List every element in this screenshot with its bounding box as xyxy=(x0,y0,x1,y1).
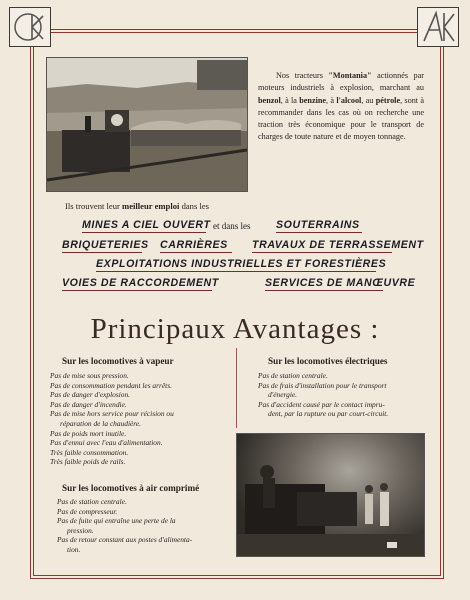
underline xyxy=(252,252,392,253)
list-item: Pas de poids mort inutile. xyxy=(50,428,127,438)
section-title: Principaux Avantages : xyxy=(90,313,380,345)
list-item: Pas de frais d'installation pour le transport xyxy=(258,380,387,390)
use-carrieres: CARRIÈRES xyxy=(160,239,228,251)
photo-mine-tunnel xyxy=(236,433,425,557)
photo-locomotive-quarry xyxy=(46,57,248,192)
list-item: Pas de station centrale. xyxy=(57,497,127,506)
use-souterrains: SOUTERRAINS xyxy=(276,219,360,231)
heading-vapeur: Sur les locomotives à vapeur xyxy=(62,356,174,366)
list-item: Pas de mise hors service pour récision ou xyxy=(50,409,174,419)
list-item: Pas de danger d'explosion. xyxy=(50,390,130,400)
underline xyxy=(265,290,383,291)
use-mines: MINES A CIEL OUVERT xyxy=(82,219,211,231)
list-item: réparation de la chaudière. xyxy=(60,418,142,428)
usage-intro: Ils trouvent leur meilleur emploi dans les xyxy=(65,201,210,211)
use-voies: VOIES DE RACCORDEMENT xyxy=(62,277,219,289)
monogram-right xyxy=(417,7,459,47)
underline xyxy=(82,232,206,233)
list-item: pression. xyxy=(67,525,94,535)
underline xyxy=(276,232,362,233)
underline xyxy=(160,252,232,253)
monogram-left-logo-icon xyxy=(10,8,50,46)
list-item: Pas de fuite qui entraîne une perte de la xyxy=(57,516,176,526)
underline xyxy=(62,252,142,253)
column-divider xyxy=(236,348,237,428)
locomotive-illustration xyxy=(47,58,247,191)
underline xyxy=(96,271,376,272)
list-item: Pas de compresseur. xyxy=(57,506,118,516)
use-exploitations: EXPLOITATIONS INDUSTRIELLES ET FORESTIÈRES xyxy=(96,258,387,270)
list-item: Pas de consommation pendant les arrêts. xyxy=(50,380,172,390)
list-item: Pas de mise sous pression. xyxy=(50,371,129,380)
use-travaux: TRAVAUX DE TERRASSEMENT xyxy=(252,239,424,251)
list-electriques xyxy=(258,371,422,419)
list-item: tion. xyxy=(67,544,81,554)
underline xyxy=(62,290,212,291)
list-item: Pas de danger d'incendie. xyxy=(50,399,127,409)
use-briqueteries: BRIQUETERIES xyxy=(62,239,149,251)
use-services: SERVICES DE MANŒUVRE xyxy=(265,277,416,289)
list-vapeur xyxy=(50,371,226,467)
list-air xyxy=(57,497,213,555)
list-item: Pas d'accident causé par le contact impru- xyxy=(258,399,385,409)
list-item: Pas de station centrale. xyxy=(258,371,328,380)
list-item: Très faible poids de rails. xyxy=(50,457,126,467)
heading-air: Sur les locomotives à air comprimé xyxy=(62,483,200,493)
list-item: Pas d'ennui avec l'eau d'alimentation. xyxy=(50,438,163,448)
monogram-left xyxy=(9,7,51,47)
intro-paragraph: Nos tracteurs "Montania" actionnés par moteurs industriels à explosion, marchant au benzol, à la benzine, à l'alcool, au pétrole, sont à recommander dans les cas où on recherche une traction très économique pour le transport de charges de toute nature et de moyen tonnage. xyxy=(258,71,424,142)
list-item: Très faible consommation. xyxy=(50,447,129,457)
list-item: dent, par la rupture ou par court-circuit. xyxy=(268,409,389,419)
mine-illustration xyxy=(237,434,424,556)
list-item: Pas de retour constant aux postes d'alimenta- xyxy=(57,535,193,545)
list-item: d'énergie. xyxy=(268,390,298,400)
monogram-right-logo-icon xyxy=(418,8,458,46)
use-and: et dans les xyxy=(213,221,251,231)
heading-electriques: Sur les locomotives électriques xyxy=(268,356,388,366)
